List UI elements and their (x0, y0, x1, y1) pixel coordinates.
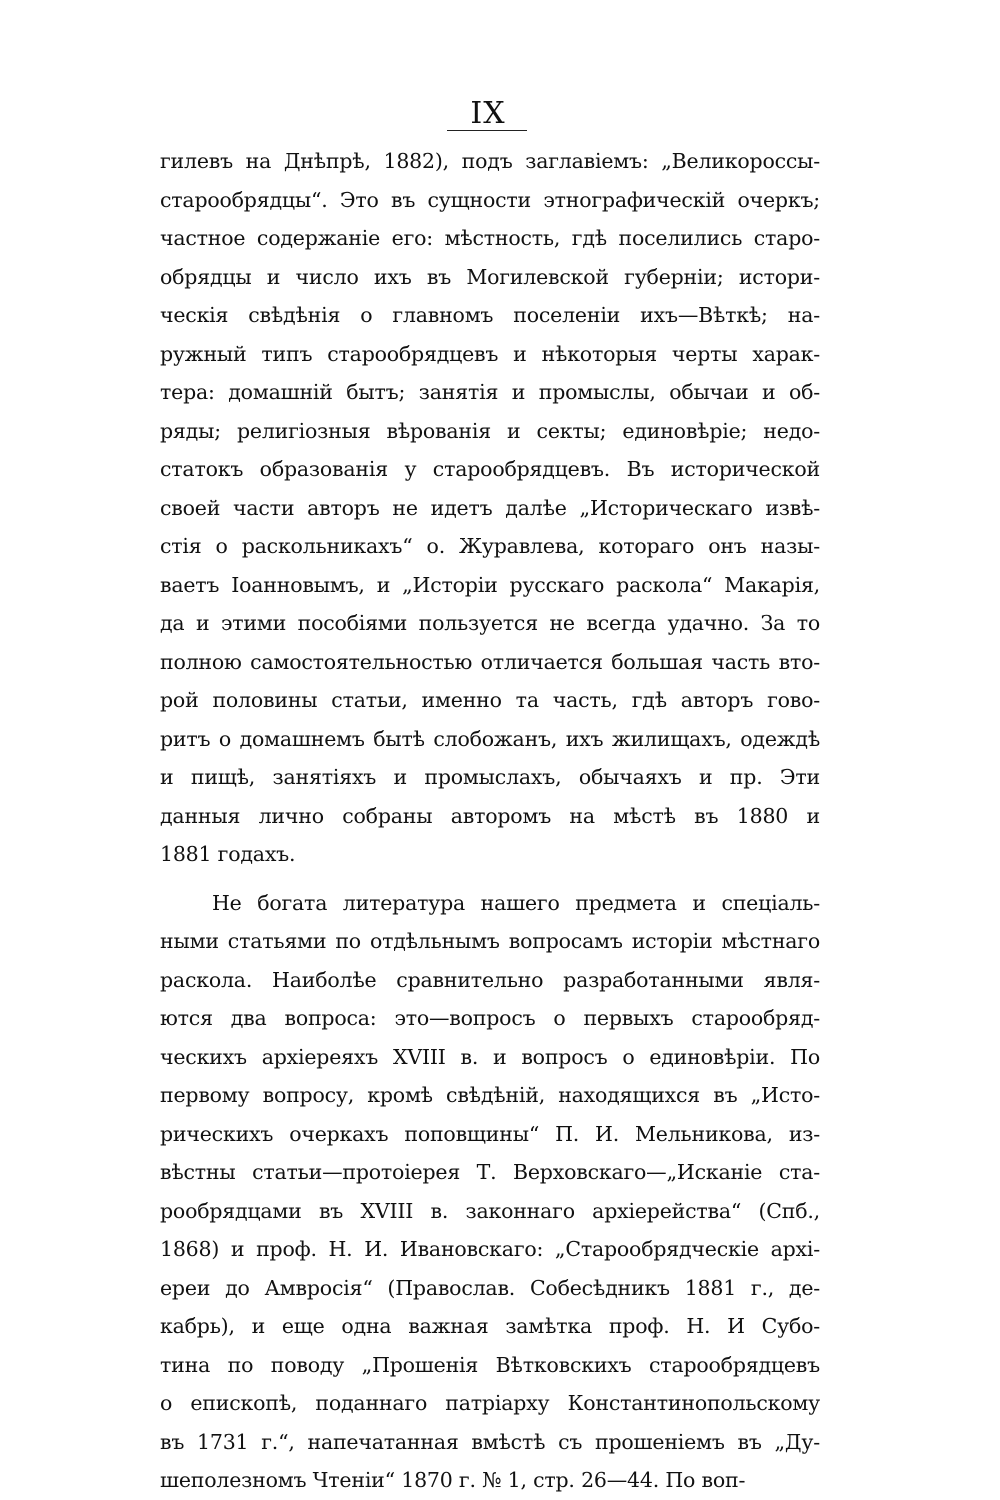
text-line: гилевъ на Днѣпрѣ, 1882), подъ заглавіемъ: „Великороссы- (160, 149, 820, 173)
text-line: стія о раскольникахъ“ о. Журавлева, котораго онъ назы- (160, 534, 820, 558)
text-line: ереи до Амвросія“ (Православ. Собесѣдникъ 1881 г., де- (160, 1275, 820, 1300)
text-line: статокъ образованія у старообрядцевъ. Въ исторической (160, 457, 820, 481)
body-text (160, 142, 820, 1500)
text-line: Не богата литература нашего предмета и спеціаль- (212, 890, 820, 915)
text-line: вѣстны статьи—протоіерея Т. Верховскаго—„Исканіе ста- (160, 1160, 820, 1184)
text-line: ческихъ архіереяхъ XVIII в. и вопросъ о единовѣріи. По (160, 1044, 820, 1069)
text-line: о епископѣ, поданнаго патріарху Константинопольскому (160, 1391, 820, 1415)
page-number-rule (447, 130, 527, 131)
text-line: своей части авторъ не идетъ далѣе „Историческаго извѣ- (160, 495, 820, 520)
paragraph (160, 884, 820, 1500)
text-line: ритъ о домашнемъ бытѣ слобожанъ, ихъ жилищахъ, одеждѣ (160, 726, 820, 751)
text-line: ряды; религіозныя вѣрованія и секты; единовѣріе; недо- (160, 418, 820, 443)
text-line: данныя лично собраны авторомъ на мѣстѣ въ 1880 и (160, 803, 820, 828)
text-line: старообрядцы“. Это въ сущности этнографическій очеркъ; (160, 187, 820, 212)
text-line: въ 1731 г.“, напечатанная вмѣстѣ съ прошеніемъ въ „Ду- (160, 1429, 820, 1454)
text-line: ружный типъ старообрядцевъ и нѣкоторыя черты харак- (160, 341, 820, 366)
text-line: рообрядцами въ XVIII в. законнаго архіерейства“ (Спб., (160, 1198, 820, 1223)
text-line: частное содержаніе его: мѣстность, гдѣ поселились старо- (160, 226, 820, 250)
text-line: обрядцы и число ихъ въ Могилевской губерніи; истори- (160, 264, 820, 289)
text-line: первому вопросу, кромѣ свѣдѣній, находящихся въ „Исто- (160, 1083, 820, 1107)
text-line: и пищѣ, занятіяхъ и промыслахъ, обычаяхъ и пр. Эти (160, 765, 820, 789)
text-line: кабрь), и еще одна важная замѣтка проф. Н. И Субо- (160, 1314, 820, 1338)
text-line: ются два вопроса: это—вопросъ о первыхъ старообряд- (160, 1006, 820, 1030)
text-line: 1868) и проф. Н. И. Ивановскаго: „Старообрядческіе архі- (160, 1237, 820, 1261)
text-line: рой половины статьи, именно та часть, гдѣ авторъ гово- (160, 688, 820, 712)
text-line: да и этими пособіями пользуется не всегда удачно. За то (160, 611, 820, 635)
text-line: тера: домашній бытъ; занятія и промыслы, обычаи и об- (160, 380, 820, 404)
text-line: шеполезномъ Чтеніи“ 1870 г. № 1, стр. 26—44. По воп- (160, 1468, 746, 1492)
text-line: ваетъ Іоанновымъ, и „Исторіи русскаго раскола“ Макарія, (160, 572, 820, 597)
text-line: 1881 годахъ. (160, 842, 296, 866)
text-line: раскола. Наиболѣе сравнительно разработанными явля- (160, 967, 820, 992)
text-line: полною самостоятельностью отличается большая часть вто- (160, 649, 820, 674)
paragraph (160, 142, 820, 874)
text-line: рическихъ очеркахъ поповщины“ П. И. Мельникова, из- (160, 1121, 820, 1146)
text-line: ческія свѣдѣнія о главномъ поселеніи ихъ—Вѣткѣ; на- (160, 303, 820, 327)
page-number: IX (470, 96, 506, 131)
text-line: тина по поводу „Прошенія Вѣтковскихъ старообрядцевъ (160, 1352, 820, 1377)
text-line: ными статьями по отдѣльнымъ вопросамъ исторіи мѣстнаго (160, 929, 820, 953)
paragraph-gap (160, 874, 820, 884)
